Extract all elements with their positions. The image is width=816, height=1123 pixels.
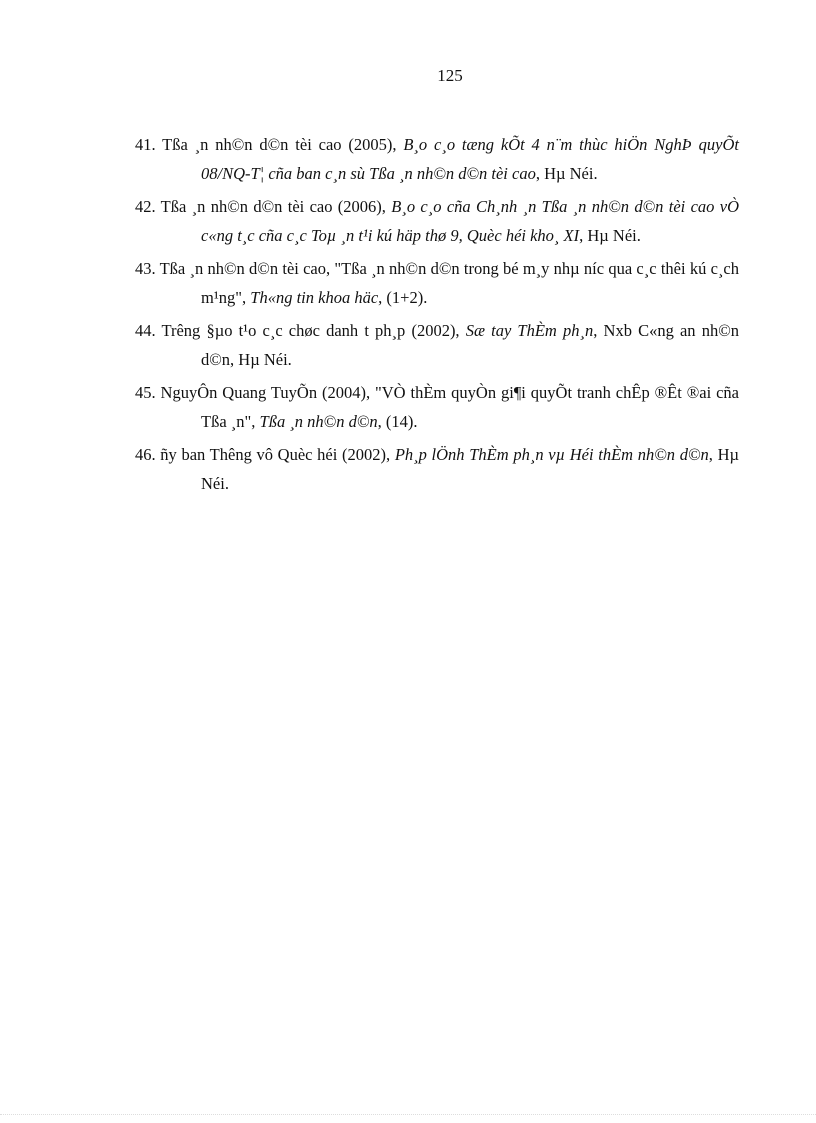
reference-suffix: , Nxb C«ng an nh©n d©n, Hµ Néi. [201, 321, 739, 369]
reference-item [135, 254, 739, 312]
reference-title: Tßa ¸n nh©n d©n [259, 412, 378, 431]
reference-text: Trêng §µo t¹o c¸c chøc danh t ph¸p (2002), [155, 321, 466, 340]
reference-text: Tßa ¸n nh©n d©n tèi cao (2006), [155, 197, 392, 216]
reference-suffix: , Hµ Néi. [201, 445, 740, 493]
reference-title: B¸o c¸o tæng kÕt 4 n¨m thùc hiÖn NghÞ quyÕt 08/NQ-T¦ cña ban c¸n sù Tßa ¸n nh©n d©n tèi cao [201, 135, 740, 183]
reference-suffix: , Hµ Néi. [535, 164, 598, 183]
page-number: 125 [437, 66, 463, 85]
reference-item [135, 130, 739, 188]
reference-title: B¸o c¸o cña Ch¸nh ¸n Tßa ¸n nh©n d©n tèi cao vÒ c«ng t¸c cña c¸c Toµ ¸n t¹i kú häp thø 9, Quèc héi kho¸ XI [201, 197, 739, 245]
reference-text: NguyÔn Quang TuyÕn (2004), "VÒ thÈm quyÒn gi¶i quyÕt tranh chÊp ®Êt ®ai cña Tßa ¸n", [155, 383, 739, 431]
reference-text: Tßa ¸n nh©n d©n tèi cao, "Tßa ¸n nh©n d©n trong bé m¸y nhµ níc qua c¸c thêi kú c¸ch m¹ng", [155, 259, 739, 307]
reference-number: 45. [135, 383, 156, 402]
reference-item [135, 316, 739, 374]
reference-number: 46. [135, 445, 156, 464]
reference-suffix: , (1+2). [378, 288, 428, 307]
reference-item [135, 440, 739, 498]
reference-number: 42. [135, 197, 156, 216]
reference-number: 44. [135, 321, 156, 340]
reference-item [135, 378, 739, 436]
reference-title: Sæ tay ThÈm ph¸n [465, 321, 594, 340]
reference-title: Th«ng tin khoa häc [250, 288, 379, 307]
reference-list [135, 130, 739, 502]
page-edge-divider [0, 1114, 816, 1115]
reference-title: Ph¸p lÖnh ThÈm ph¸n vµ Héi thÈm nh©n d©n [394, 445, 709, 464]
reference-text: Tßa ¸n nh©n d©n tèi cao (2005), [155, 135, 404, 154]
reference-suffix: , Hµ Néi. [579, 226, 641, 245]
reference-suffix: , (14). [377, 412, 418, 431]
reference-number: 41. [135, 135, 156, 154]
reference-number: 43. [135, 259, 156, 278]
reference-text: ñy ban Thêng vô Quèc héi (2002), [155, 445, 395, 464]
reference-item [135, 192, 739, 250]
